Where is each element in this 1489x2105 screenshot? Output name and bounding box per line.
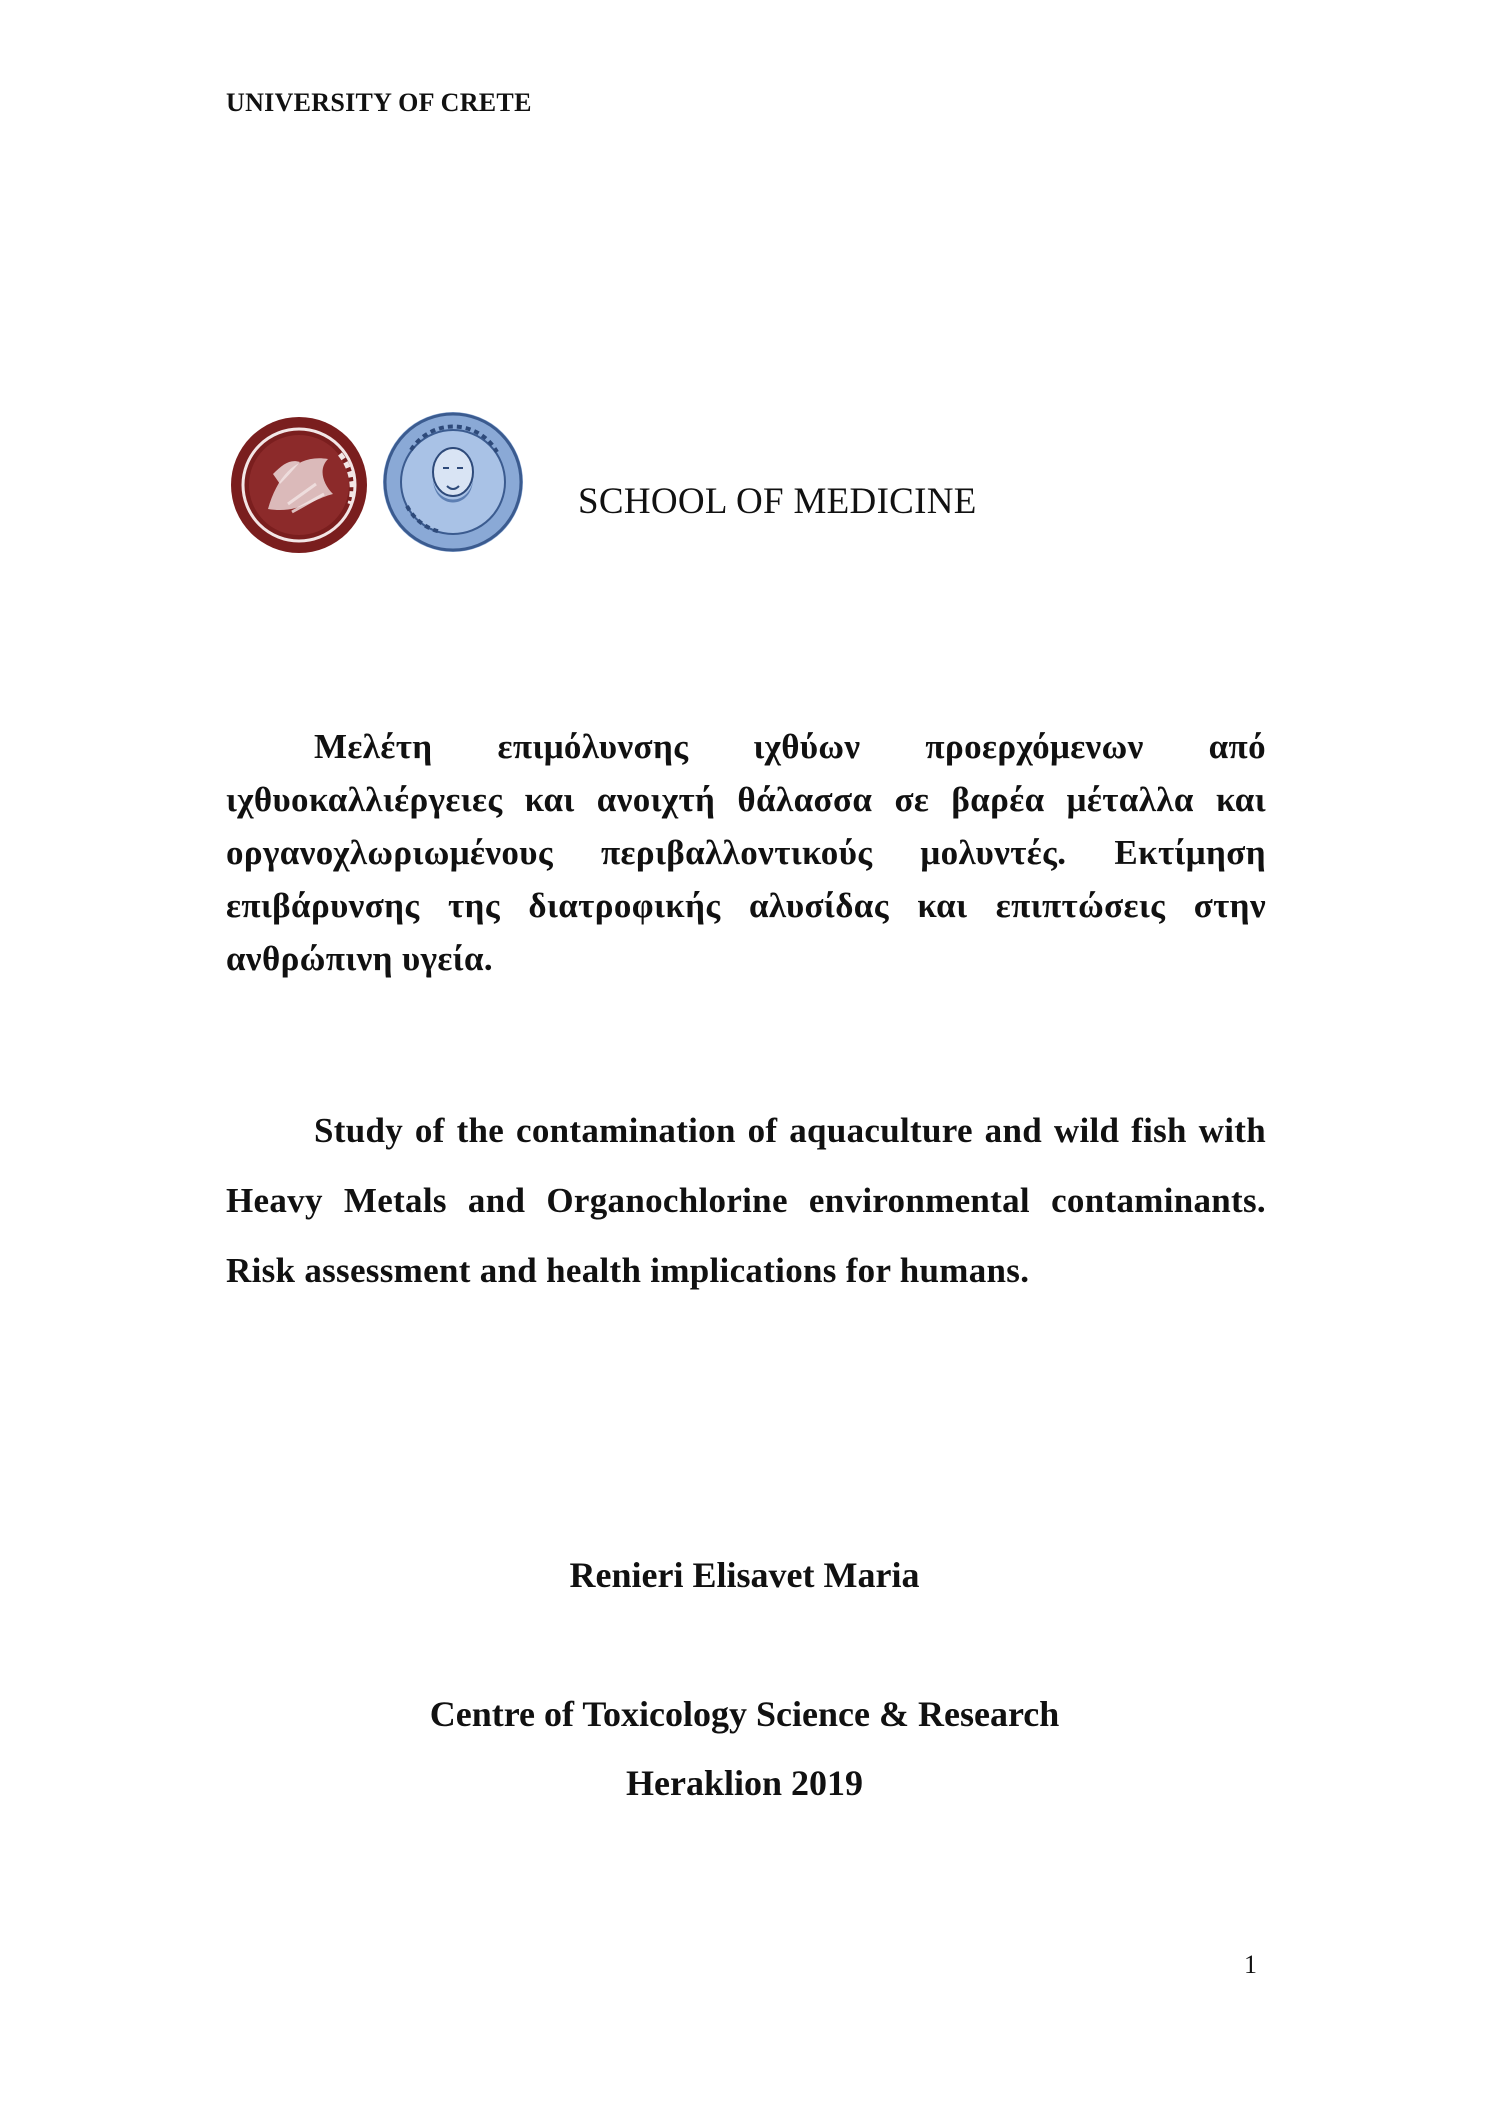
institution-header: UNIVERSITY OF CRETE [226,88,532,117]
school-name: SCHOOL OF MEDICINE [578,481,977,522]
medical-school-seal-icon [381,410,526,555]
title-greek-paragraph [226,720,1266,985]
page-number: 1 [1244,1950,1257,1979]
title-greek: Μελέτη επιμόλυνσης ιχθύων προερχόμενων από ιχθυοκαλλιέργειες και ανοιχτή θάλασσα σε βαρέα μέταλλα και οργανοχλωριωμένους περιβαλλοντικούς μολυντές. Εκτίμηση επιβάρυνσης της διατροφικής αλυσίδας και επιπτώσεις στην ανθρώπινη υγεία. [226,727,1266,978]
place-year: Heraklion 2019 [625,1763,863,1803]
title-english: Study of the contamination of aquaculture and wild fish with Heavy Metals and Organochlorine environmental contaminants. Risk assessment and health implications for humans. [226,1111,1266,1290]
university-seal-icon [228,414,370,556]
logos-group [228,410,528,560]
title-english-paragraph [226,1096,1266,1306]
author-name: Renieri Elisavet Maria [569,1555,920,1595]
research-centre: Centre of Toxicology Science & Research [429,1694,1060,1734]
